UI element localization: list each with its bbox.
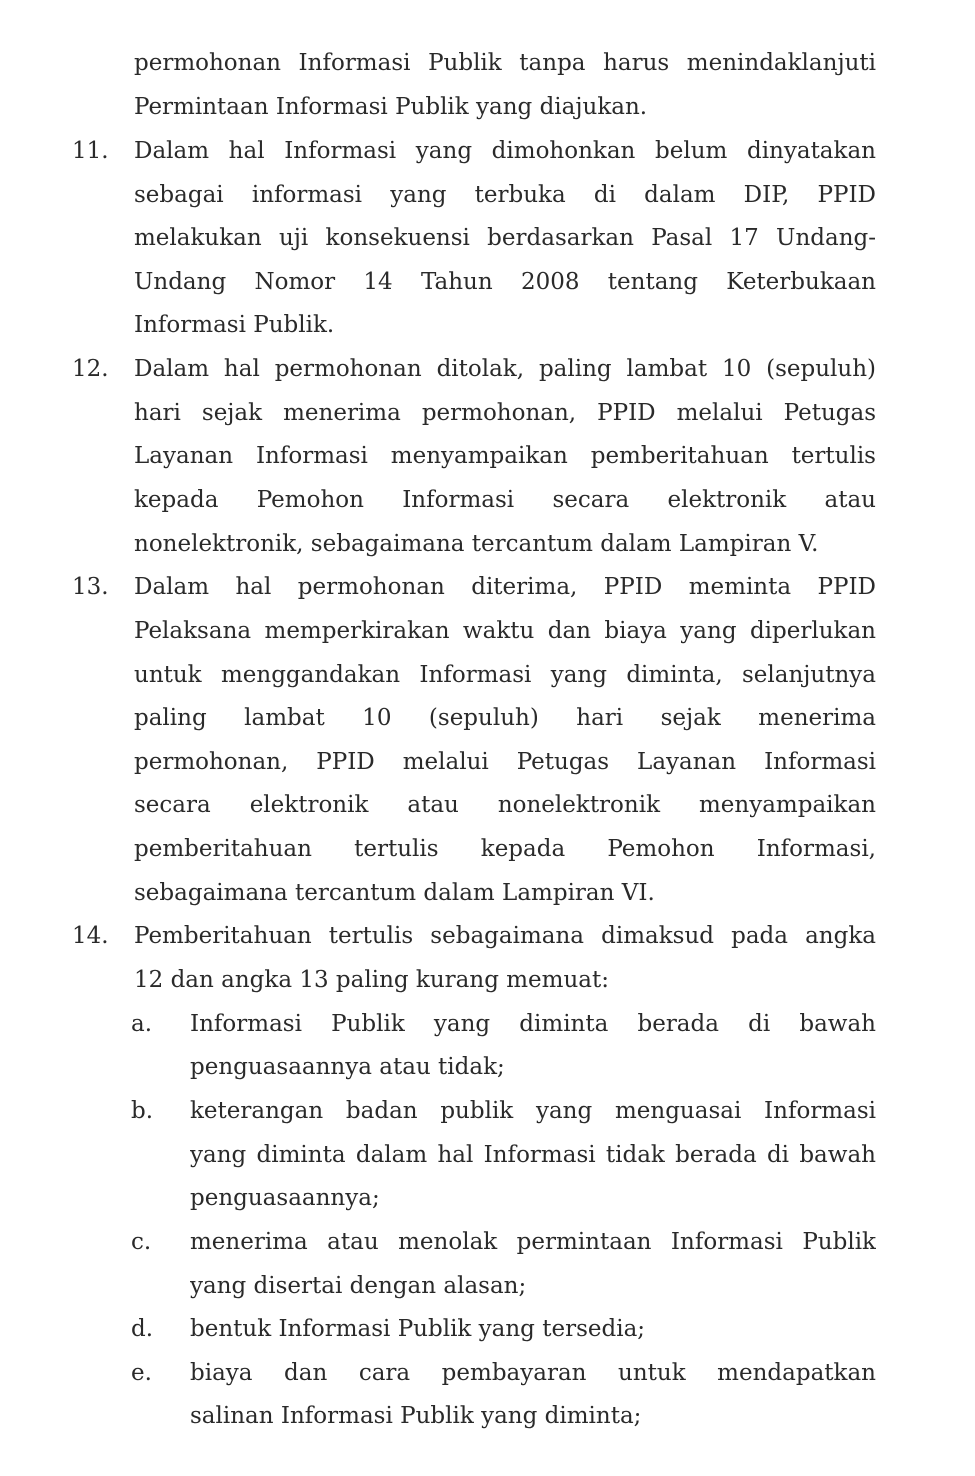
subitem-e-line-1: biaya dan cara pembayaran untuk mendapatkan [190,1360,876,1386]
item-11-line-5: Informasi Publik. [134,312,335,338]
item-14-line-2: 12 dan angka 13 paling kurang memuat: [134,967,609,993]
item-13-number: 13. [72,574,109,600]
item-12-line-3: Layanan Informasi menyampaikan pemberitahuan tertulis [134,443,876,469]
item-12-line-5: nonelektronik, sebagaimana tercantum dalam Lampiran V. [134,531,819,557]
subitem-d-line-1: bentuk Informasi Publik yang tersedia; [190,1316,646,1342]
item-13-line-7: pemberitahuan tertulis kepada Pemohon Informasi, [134,836,876,862]
subitem-d-letter: d. [131,1316,154,1342]
item-12-line-1: Dalam hal permohonan ditolak, paling lambat 10 (sepuluh) [134,356,876,382]
subitem-c-line-2: yang disertai dengan alasan; [190,1273,527,1299]
subitem-e-line-2: salinan Informasi Publik yang diminta; [190,1403,642,1429]
item-13-line-4: paling lambat 10 (sepuluh) hari sejak menerima [134,705,876,731]
intro-line-1: permohonan Informasi Publik tanpa harus menindaklanjuti [134,50,876,76]
item-11-line-2: sebagai informasi yang terbuka di dalam DIP, PPID [134,182,876,208]
subitem-c-line-1: menerima atau menolak permintaan Informasi Publik [190,1229,876,1255]
item-12-number: 12. [72,356,109,382]
intro-line-2: Permintaan Informasi Publik yang diajukan. [134,94,648,120]
subitem-b-line-2: yang diminta dalam hal Informasi tidak berada di bawah [190,1142,876,1168]
item-11-line-1: Dalam hal Informasi yang dimohonkan belum dinyatakan [134,138,876,164]
item-14-line-1: Pemberitahuan tertulis sebagaimana dimaksud pada angka [134,923,876,949]
item-13-line-6: secara elektronik atau nonelektronik menyampaikan [134,792,876,818]
item-13-line-5: permohonan, PPID melalui Petugas Layanan Informasi [134,749,876,775]
item-13-line-1: Dalam hal permohonan diterima, PPID meminta PPID [134,574,876,600]
subitem-a-letter: a. [131,1011,153,1037]
subitem-e-letter: e. [131,1360,152,1386]
item-11-line-3: melakukan uji konsekuensi berdasarkan Pasal 17 Undang- [134,225,876,251]
item-13-line-3: untuk menggandakan Informasi yang diminta, selanjutnya [134,662,876,688]
subitem-b-letter: b. [131,1098,154,1124]
subitem-b-line-3: penguasaannya; [190,1185,380,1211]
item-12-line-2: hari sejak menerima permohonan, PPID melalui Petugas [134,400,876,426]
item-13-line-2: Pelaksana memperkirakan waktu dan biaya yang diperlukan [134,618,876,644]
subitem-b-line-1: keterangan badan publik yang menguasai Informasi [190,1098,876,1124]
item-12-line-4: kepada Pemohon Informasi secara elektronik atau [134,487,876,513]
item-14-number: 14. [72,923,109,949]
item-11-number: 11. [72,138,109,164]
item-13-line-8: sebagaimana tercantum dalam Lampiran VI. [134,880,655,906]
subitem-a-line-1: Informasi Publik yang diminta berada di bawah [190,1011,876,1037]
subitem-c-letter: c. [131,1229,152,1255]
subitem-a-line-2: penguasaannya atau tidak; [190,1054,505,1080]
item-11-line-4: Undang Nomor 14 Tahun 2008 tentang Keterbukaan [134,269,876,295]
